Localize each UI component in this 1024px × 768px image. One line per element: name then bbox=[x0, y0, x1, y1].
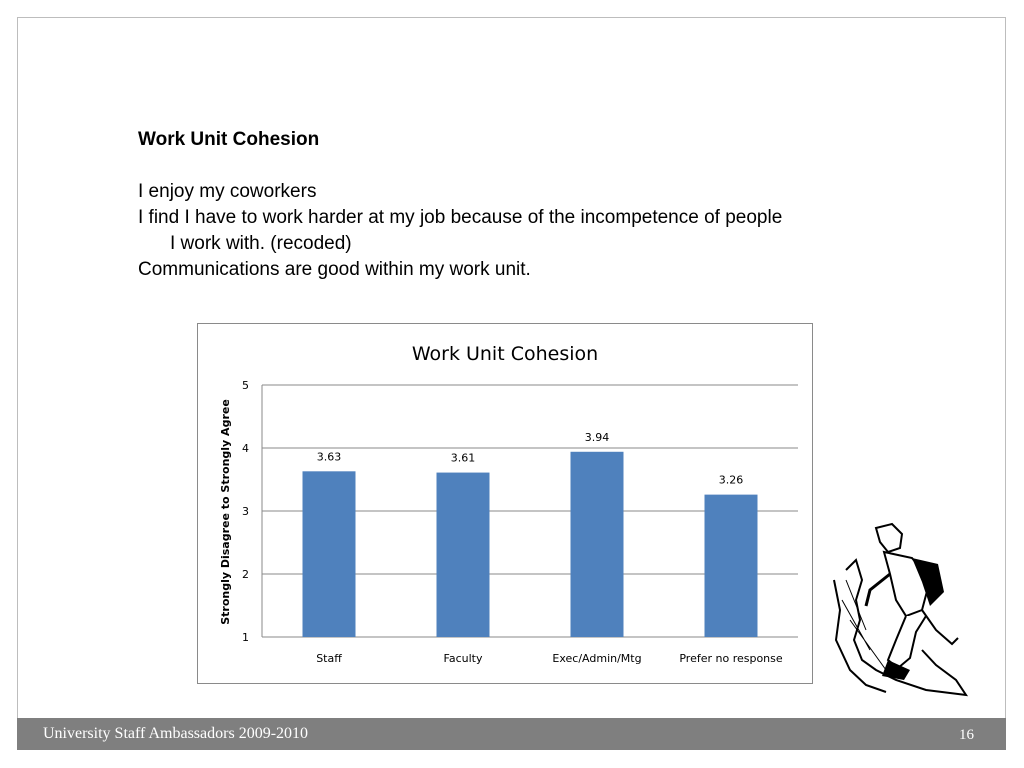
bar-3 bbox=[705, 495, 758, 637]
slide-heading: Work Unit Cohesion bbox=[138, 129, 320, 150]
bar-chart-svg bbox=[198, 324, 812, 683]
category-label: Exec/Admin/Mtg bbox=[552, 652, 642, 665]
y-tick-label: 5 bbox=[242, 379, 249, 392]
bar-chart bbox=[197, 323, 813, 684]
bullet-item-3: Communications are good within my work unit. bbox=[138, 259, 531, 280]
slide-text bbox=[138, 127, 938, 283]
bullet-item-2-continued: I work with. (recoded) bbox=[170, 233, 352, 254]
hiker-climbing-icon bbox=[826, 520, 982, 698]
bullet-item-2: I find I have to work harder at my job because of the incompetence of people bbox=[138, 207, 783, 228]
category-label: Faculty bbox=[443, 652, 483, 665]
footer-text: University Staff Ambassadors 2009-2010 bbox=[43, 725, 309, 742]
category-labels bbox=[316, 652, 783, 665]
bar-2 bbox=[571, 452, 624, 637]
data-labels bbox=[317, 431, 744, 487]
bullet-item-1: I enjoy my coworkers bbox=[138, 181, 317, 202]
category-label: Staff bbox=[316, 652, 342, 665]
y-axis-label: Strongly Disagree to Strongly Agree bbox=[219, 399, 232, 625]
y-tick-label: 1 bbox=[242, 631, 249, 644]
category-label: Prefer no response bbox=[679, 652, 783, 665]
bars bbox=[303, 452, 758, 637]
y-tick-label: 2 bbox=[242, 568, 249, 581]
data-label: 3.61 bbox=[450, 451, 476, 465]
page-number: 16 bbox=[959, 727, 974, 743]
data-label: 3.94 bbox=[584, 430, 610, 444]
data-label: 3.26 bbox=[718, 473, 744, 487]
bar-1 bbox=[437, 473, 490, 637]
data-label: 3.63 bbox=[316, 450, 342, 464]
y-tick-label: 4 bbox=[242, 442, 249, 455]
chart-title: Work Unit Cohesion bbox=[411, 343, 599, 365]
y-tick-labels bbox=[242, 379, 249, 644]
y-tick-label: 3 bbox=[242, 505, 249, 518]
bar-0 bbox=[303, 471, 356, 637]
